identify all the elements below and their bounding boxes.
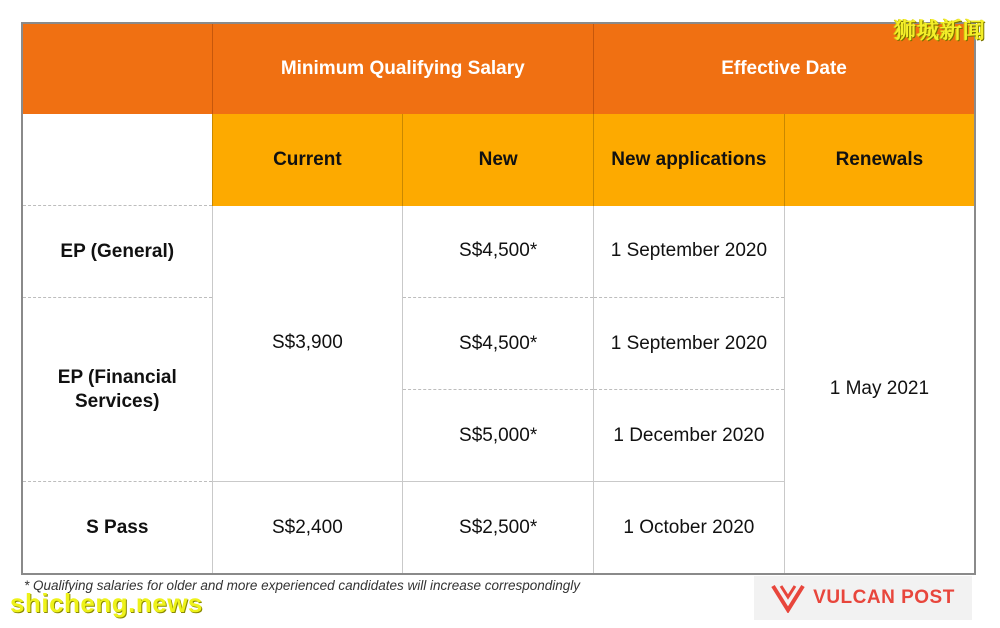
- footnote: * Qualifying salaries for older and more experienced candidates will increase correspondingly: [24, 578, 581, 593]
- subheader-blank: [22, 114, 212, 206]
- subheader-current: Current: [212, 114, 403, 206]
- cell-ep-financial-new-a: S$4,500*: [403, 298, 594, 390]
- cell-ep-general-new: S$4,500*: [403, 206, 594, 298]
- watermark-bottom: shicheng.news: [10, 588, 203, 618]
- subheader-new-applications: New applications: [594, 114, 785, 206]
- header-min-salary: Minimum Qualifying Salary: [212, 23, 594, 114]
- row-label-ep-financial-line2: Services): [74, 390, 160, 412]
- cell-s-pass-current: S$2,400: [212, 482, 403, 575]
- vulcan-v-icon: [771, 583, 805, 613]
- logo-text: VULCAN POST: [813, 587, 955, 608]
- cell-ep-financial-new-app-a: 1 September 2020: [594, 298, 785, 390]
- cell-renewals-date: 1 May 2021: [784, 206, 975, 575]
- cell-s-pass-new-app: 1 October 2020: [594, 482, 785, 575]
- subheader-renewals: Renewals: [784, 114, 975, 206]
- row-label-ep-financial: [22, 298, 212, 482]
- cell-s-pass-new: S$2,500*: [403, 482, 594, 575]
- salary-table: [21, 22, 976, 575]
- row-label-s-pass: S Pass: [22, 482, 212, 575]
- cell-ep-financial-new-b: S$5,000*: [403, 390, 594, 482]
- subheader-new: New: [403, 114, 594, 206]
- cell-ep-financial-new-app-b: 1 December 2020: [594, 390, 785, 482]
- vulcan-post-logo: [754, 576, 972, 620]
- row-label-ep-general: EP (General): [22, 206, 212, 298]
- header-effective-date: Effective Date: [594, 23, 976, 114]
- cell-ep-current: S$3,900: [212, 206, 403, 482]
- watermark-top: 狮城新闻: [893, 18, 986, 43]
- header-blank: [22, 23, 212, 114]
- row-label-ep-financial-line1: EP (Financial: [57, 366, 177, 388]
- cell-ep-general-new-app: 1 September 2020: [594, 206, 785, 298]
